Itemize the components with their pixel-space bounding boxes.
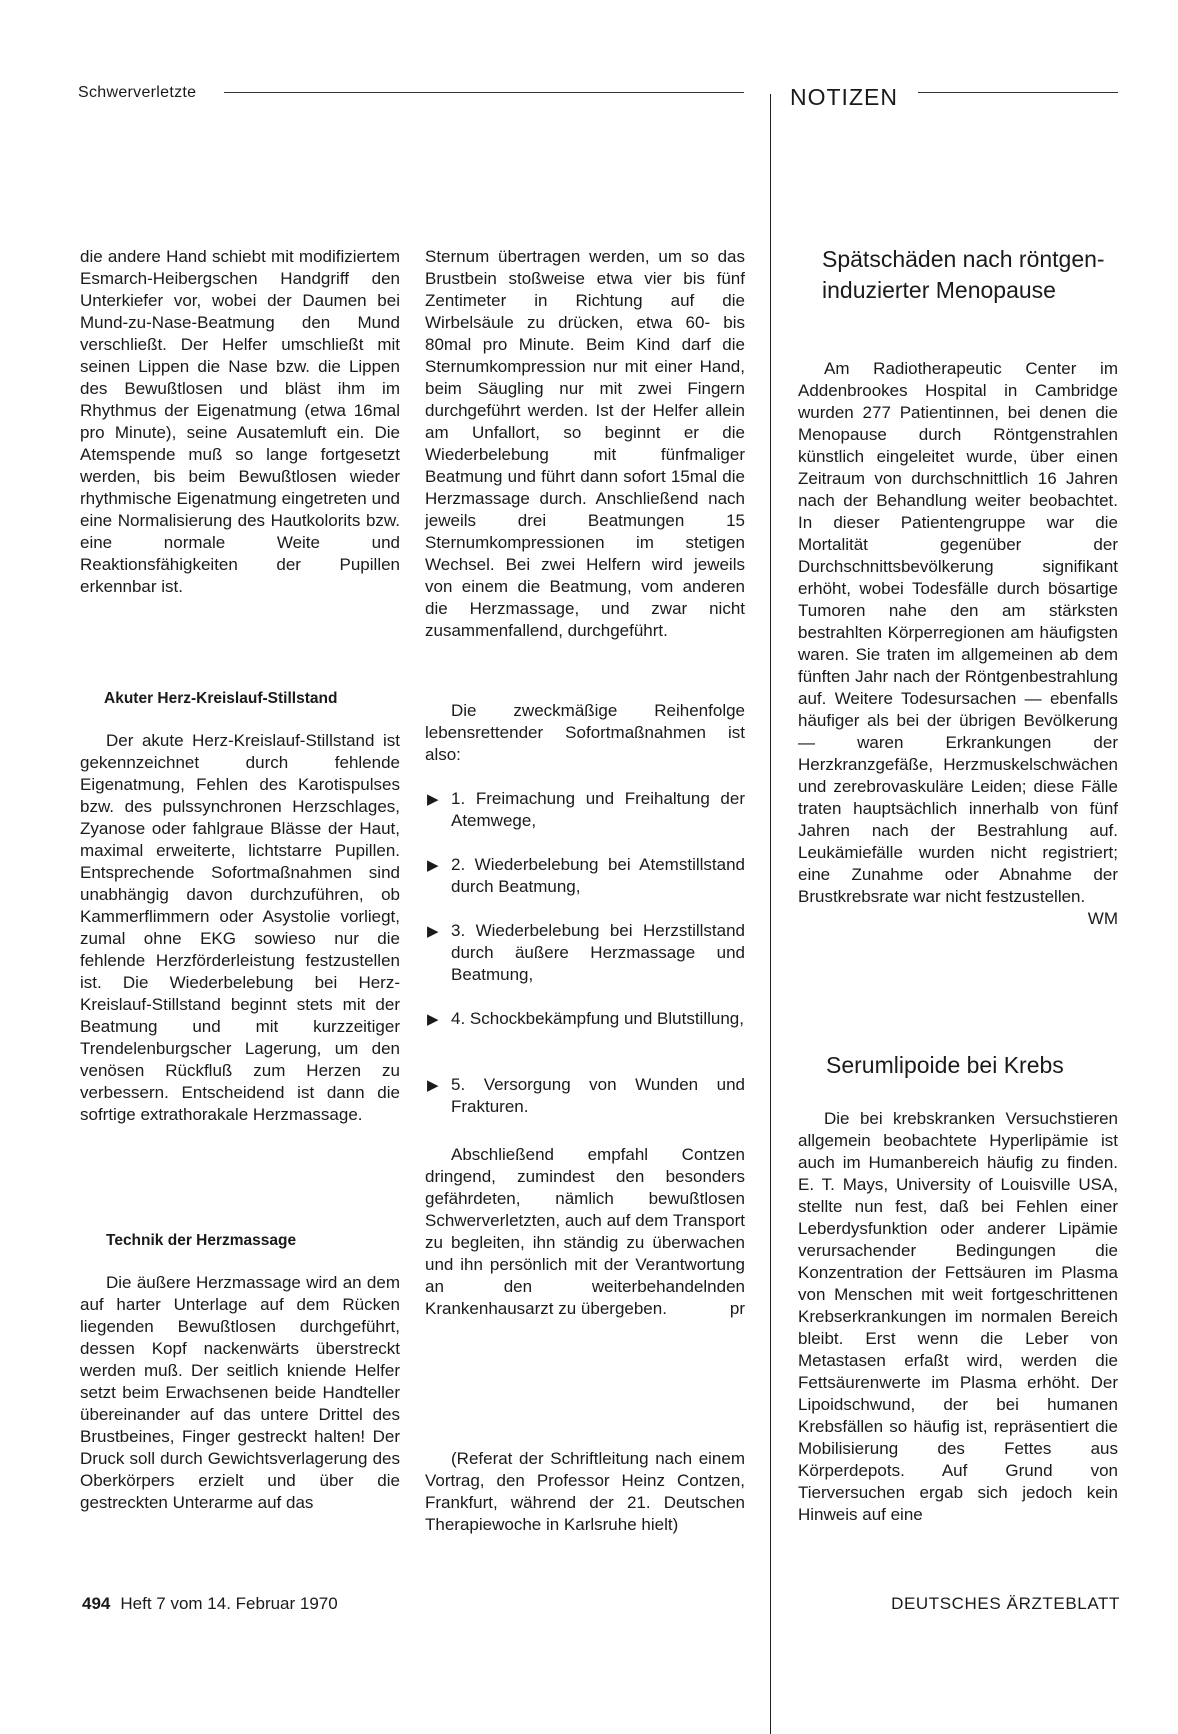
author-initials-wm: WM [1087,909,1118,928]
col1-paragraph-2 [80,730,400,1126]
triangle-bullet-icon: ▶ [427,923,439,940]
col2-note-text: (Referat der Schriftleitung nach einem Vortrag, den Professor Heinz Contzen, Frankfurt, während der 21. Deutschen Therapiewoche in Karlsruhe hielt) [425,1449,745,1534]
col2-list-item-1 [425,788,745,832]
col3-heading-2: Serumlipoide bei Krebs [826,1052,1064,1078]
list-item-text: 3. Wiederbelebung bei Herzstillstand durch äußere Herzmassage und Beatmung, [451,921,745,984]
col1-paragraph-1 [80,246,400,598]
triangle-bullet-icon: ▶ [427,1011,439,1028]
col3-heading-1: Spätschäden nach röntgen-induzierter Menopause [822,246,1105,303]
col2-p2-text: Die zweckmäßige Reihenfolge lebensrettender Sofortmaßnahmen ist also: [425,701,745,764]
col1-subheading-2: Technik der Herzmassage [106,1232,297,1249]
col2-paragraph-1 [425,246,745,642]
page-number: 494 [82,1594,111,1613]
list-item-text: 4. Schockbekämpfung und Blutstillung, [451,1009,744,1028]
col2-list-item-5 [425,1074,745,1118]
header-rule-left [224,92,744,93]
col2-paragraph-3 [425,1144,745,1320]
col2-p3-text: Abschließend empfahl Contzen dringend, zumindest den besonders gefährdeten, nämlich bewußtlosen Schwerverletzten, auch auf dem Transport zu begleiten, ihn ständig zu überwachen und ihn persönlich mit der Verantwortung an den weiterbehandelnden Krankenhausarzt zu übergeben. [425,1145,745,1318]
list-item-text: 5. Versorgung von Wunden und Frakturen. [451,1075,745,1116]
col2-list-item-4 [425,1008,745,1030]
author-initials-pr: pr [729,1299,745,1318]
triangle-bullet-icon: ▶ [427,857,439,874]
col1-subheading-1: Akuter Herz-Kreislauf-Stillstand [104,690,338,707]
list-item-text: 2. Wiederbelebung bei Atemstillstand durch Beatmung, [451,855,745,896]
col2-p1-text: Sternum übertragen werden, um so das Brustbein stoßweise etwa vier bis fünf Zentimeter in Richtung auf die Wirbelsäule zu drücken, etwa 60- bis 80mal pro Minute. Beim Kind darf die Sternumkompression nur mit einer Hand, beim Säugling nur mit zwei Fingern durchgeführt werden. Ist der Helfer allein am Unfallort, so beginnt er die Wiederbelebung mit fünfmaliger Beatmung und führt dann sofort 15mal die Herzmassage durch. Anschließend nach jeweils drei Beatmungen 15 Sternumkompressionen im stetigen Wechsel. Bei zwei Helfern wird jeweils von einem die Beatmung, vom anderen die Herzmassage, und zwar nicht zusammenfallend, durchgeführt. [425,247,745,640]
col2-source-note [425,1448,745,1536]
column-divider [770,94,771,1734]
col3-p2-text: Die bei krebskranken Versuchstieren allgemein beobachtete Hyperlipämie ist auch im Humanbereich häufig zu finden. E. T. Mays, University of Louisville USA, stellte nun fest, daß bei Fehlen einer Leberdysfunktion oder anderer Lipämie verursachender Bedingungen die Konzentration der Fettsäuren im Plasma von Menschen mit weit fortgeschrittenen Krebserkrankungen im normalen Bereich bleibt. Erst wenn die Leber von Metastasen erfaßt wird, werden die Fettsäurenwerte im Plasma erhöht. Der Lipoidschwund, der bei humanen Krebsfällen so häufig ist, repräsentiert die Mobilisierung des Fettes aus Körperdepots. Auf Grund von Tierversuchen ergab sich jedoch kein Hinweis auf eine [798,1109,1118,1524]
col3-p1-text: Am Radiotherapeutic Center im Addenbrookes Hospital in Cambridge wurden 277 Patientinnen, bei denen die Menopause durch Röntgenstrahlen künstlich eingeleitet wurde, über einen Zeitraum von durchschnittlich 16 Jahren nach der Behandlung weiter beobachtet. In dieser Patientengruppe war die Mortalität gegenüber der Durchschnittsbevölkerung signifikant erhöht, wobei Todesfälle durch bösartige Tumoren nahe den am stärksten bestrahlten Körperregionen am häufigsten waren. Sie traten im allgemeinen ab dem fünften Jahr nach der Röntgenbestrahlung auf. Weitere Todesursachen — ebenfalls häufiger als bei der übrigen Bevölkerung — waren Erkrankungen der Herzkranzgefäße, Herzmuskelschwächen und zerebrovaskuläre Leiden; diese Fälle traten hauptsächlich innerhalb von fünf Jahren nach der Bestrahlung auf. Leukämiefälle wurden nicht registriert; eine Zunahme oder Abnahme der Brustkrebsrate war nicht festzustellen. [798,359,1118,906]
triangle-bullet-icon: ▶ [427,1077,439,1094]
col1-p1-text: die andere Hand schiebt mit modifiziertem Esmarch-Heibergschen Handgriff den Unterkiefer vor, wobei der Daumen bei Mund-zu-Nase-Beatmung den Mund verschließt. Der Helfer umschließt mit seinen Lippen die Nase bzw. die Lippen des Bewußtlosen und bläst ihm im Rhythmus der Eigenatmung (etwa 16mal pro Minute), seine Ausatemluft ein. Die Atemspende muß so lange fortgesetzt werden, bis beim Bewußtlosen wieder rhythmische Eigenatmung eingetreten und eine Normalisierung des Hautkolorits bzw. eine normale Weite und Reaktionsfähigkeiten der Pupillen erkennbar ist. [80,247,400,596]
col1-p3-text: Die äußere Herzmassage wird an dem auf harter Unterlage auf dem Rücken liegenden Bewußtlosen durchgeführt, dessen Kopf nackenwärts überstreckt werden muß. Der seitlich kniende Helfer setzt beim Erwachsenen beide Handteller übereinander auf das untere Drittel des Brustbeines, Finger gestreckt halten! Der Druck soll durch Gewichtsverlagerung des Oberkörpers erzielt und über die gestreckten Unterarme auf das [80,1273,400,1512]
col3-paragraph-1 [798,358,1118,930]
triangle-bullet-icon: ▶ [427,791,439,808]
col2-list-item-2 [425,854,745,898]
running-head: Schwerverletzte [78,84,197,101]
header-rule-right [918,92,1118,93]
list-item-text: 1. Freimachung und Freihaltung der Atemwege, [451,789,745,830]
col1-paragraph-3 [80,1272,400,1514]
issue-info: Heft 7 vom 14. Februar 1970 [120,1594,338,1613]
footer-left [82,1594,338,1614]
col2-paragraph-2 [425,700,745,766]
section-title-notizen: NOTIZEN [790,84,898,110]
col1-p2-text: Der akute Herz-Kreislauf-Stillstand ist gekennzeichnet durch fehlende Eigenatmung, Fehlen des Karotispulses bzw. des pulssynchronen Herzschlages, Zyanose oder fahlgraue Blässe der Haut, maximal erweiterte, lichtstarre Pupillen. Entsprechende Sofortmaßnahmen sind unabhängig davon durchzuführen, ob Kammerflimmern oder Asystolie vorliegt, zumal ohne EKG sowieso nur die fehlende Herzförderleistung festzustellen ist. Die Wiederbelebung bei Herz-Kreislauf-Stillstand beginnt stets mit der Beatmung und mit kurzzeitiger Trendelenburgscher Lagerung, um den venösen Rückfluß zum Herzen zu verbessern. Entscheidend ist dann die sofrtige extrathorakale Herzmassage. [80,731,400,1124]
journal-name: DEUTSCHES ÄRZTEBLATT [891,1594,1120,1613]
col3-paragraph-2 [798,1108,1118,1526]
col2-list-item-3 [425,920,745,986]
